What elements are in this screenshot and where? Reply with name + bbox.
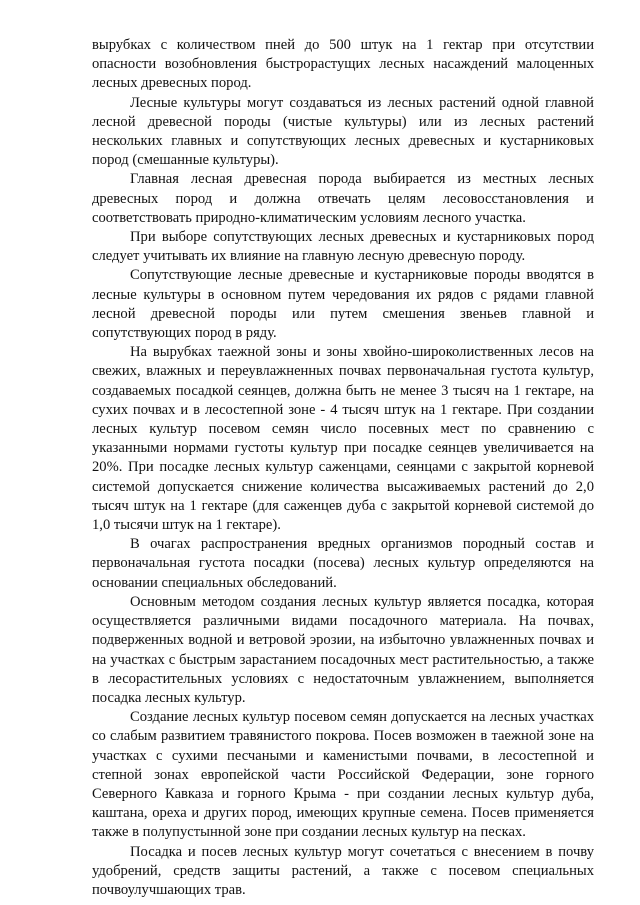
paragraph-companion-species-choice: При выборе сопутствующих лесных древесных и кустарниковых пород следует учитывать их влияние на главную лесную древесную породу. [92, 229, 594, 265]
document-page [92, 36, 594, 900]
paragraph-continuation: вырубках с количеством пней до 500 штук на 1 гектар при отсутствии опасности возобновления быстрорастущих лесных насаждений малоценных лесных древесных пород. [92, 37, 594, 92]
paragraph-planting-density: На вырубках таежной зоны и зоны хвойно-широколиственных лесов на свежих, влажных и переувлажненных почвах первоначальная густота культур, создаваемых посадкой сеянцев, должна быть не менее 3 тысяч на 1 гектаре, на сухих почвах и в лесостепной зоне - 4 тысяч штук на 1 гектаре. При создании лесных культур посевом семян число посевных мест по сравнению с указанными нормами густоты культур при посадке сеянцев увеличивается на 20%. При посадке лесных культур саженцами, сеянцами с закрытой корневой системой допускается снижение количества высаживаемых растений до 2,0 тысяч штук на 1 гектаре (для саженцев дуба с закрытой корневой системой до 1,0 тысячи штук на 1 гектаре). [92, 344, 594, 534]
paragraph-forest-cultures-composition: Лесные культуры могут создаваться из лесных растений одной главной лесной древесной породы (чистые культуры) или из лесных растений нескольких главных и сопутствующих лесных древесных и кустарниковых пород (смешанные культуры). [92, 94, 594, 169]
paragraph-fertilizers: Посадка и посев лесных культур могут сочетаться с внесением в почву удобрений, средств защиты растений, а также с посевом специальных почвоулучшающих трав. [92, 843, 594, 898]
paragraph-seed-sowing: Создание лесных культур посевом семян допускается на лесных участках со слабым развитием травянистого покрова. Посев возможен в таежной зоне на участках с сухими песчаными и каменистыми почвами, в лесостепной и степной зонах европейской части Российской Федерации, зоне горного Северного Кавказа и горного Крыма - при создании лесных культур дуба, каштана, ореха и других пород, имеющих крупные семена. Посев применяется также в полупустынной зоне при создании лесных культур на песках. [92, 709, 594, 841]
paragraph-pest-foci: В очагах распространения вредных организмов породный состав и первоначальная густота посадки (посева) лесных культур определяются на основании специальных обследований. [92, 536, 594, 591]
paragraph-main-method-planting: Основным методом создания лесных культур является посадка, которая осуществляется различными видами посадочного материала. На почвах, подверженных водной и ветровой эрозии, на избыточно увлажненных почвах и на участках с быстрым зарастанием посадочных мест растительностью, а также в лесорастительных условиях с недостаточным увлажнением, выполняется посадка лесных культур. [92, 593, 594, 706]
paragraph-companion-species-introduction: Сопутствующие лесные древесные и кустарниковые породы вводятся в лесные культуры в основном путем чередования их рядов с рядами главной лесной древесной породы или путем смешения звеньев главной и сопутствующих пород в ряду. [92, 267, 594, 342]
paragraph-main-species: Главная лесная древесная порода выбирается из местных лесных древесных пород и должна отвечать целям лесовосстановления и соответствовать природно-климатическим условиям лесного участка. [92, 171, 594, 226]
